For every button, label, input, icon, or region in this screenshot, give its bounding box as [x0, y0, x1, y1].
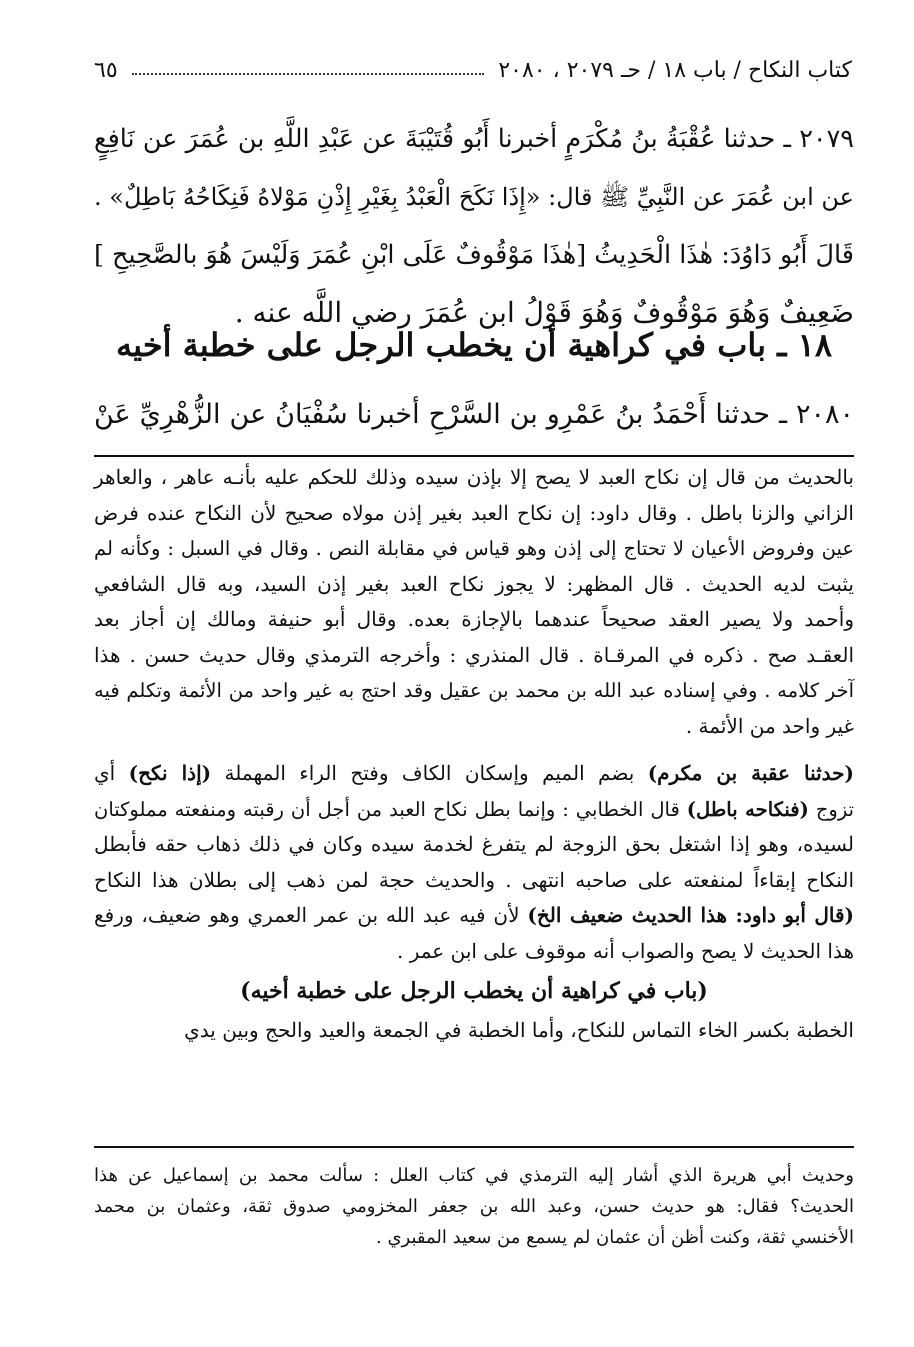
inline-text: تزوج — [808, 797, 855, 821]
commentary-sub-heading: (باب في كراهية أن يخطب الرجل على خطبة أخيه) — [240, 978, 708, 1004]
footnote-line: الحديث؟ فقال: هو حديث حسن، وعبد الله بن جعفر المخزومي صدوق ثقة، وعثمان بن محمد — [94, 1196, 854, 1217]
chapter-heading: ١٨ ـ باب في كراهية أن يخطب الرجل على خطبة أخيه — [116, 326, 832, 364]
commentary-line: النكاح إبقاءاً لمنفعته على صاحبه انتهى . والحديث حجة لمن ذهب إلى بطلان هذا النكاح — [94, 867, 854, 892]
commentary-line: العقـد صح . ذكره في المرقـاة . قال المنذري : وأخرجه الترمذي وقال حديث حسن . هذا — [94, 642, 854, 667]
page-number: ٦٥ — [94, 57, 118, 83]
hadith-line: عن ابن عُمَرَ عن النَّبِيِّ ﷺ قال: «إِذَا نَكَحَ الْعَبْدُ بِغَيْرِ إِذْنِ مَوْلاهُ فَنِكَاحُهُ بَاطِلٌ» . — [94, 183, 854, 211]
commentary-line: الخطبة بكسر الخاء التماس للنكاح، وأما الخطبة في الجمعة والعيد والحج وبين يدي — [184, 1018, 854, 1042]
hadith-2080: ٢٠٨٠ ـ حدثنا أَحْمَدُ بنُ عَمْرِو بن السَّرْحِ أخبرنا سُفْيَانُ عن الزُّهْرِيِّ عَنْ — [94, 399, 854, 430]
commentary-line: هذا الحديث لا يصح والصواب أنه موقوف على ابن عمر . — [396, 938, 854, 963]
commentary-line: يثبت لديه الحديث . قال المظهر: لا يجوز نكاح العبد بغير إذن السيد، وبه قال الشافعي — [94, 571, 854, 596]
inline-text: أي — [94, 761, 129, 785]
commentary-line — [94, 898, 854, 934]
bold-quote: (حدثنا عقبة بن مكرم) — [647, 761, 854, 785]
bold-quote: (قال أبو داود: هذا الحديث ضعيف الخ) — [527, 903, 854, 927]
footnote-section — [94, 1160, 854, 1253]
hadith-line: ٢٠٧٩ ـ حدثنا عُقْبَةُ بنُ مُكْرَمٍ أخبرنا أَبُو قُتَيْبَةَ عن عَبْدِ اللَّهِ بن عُمَرَ عن نَافِعٍ — [94, 124, 854, 154]
hadith-line: قَالَ أَبُو دَاوُدَ: هٰذَا الْحَدِيثُ [هٰذَا مَوْقُوفٌ عَلَى ابْنِ عُمَرَ وَلَيْسَ هُوَ بالصَّحِيحِ ] — [94, 240, 854, 270]
commentary-line: آخر كلامه . وفي إسناده عبد الله بن محمد بن عقيل وقد احتج به غير واحد من الأئمة وتكلم فيه — [94, 679, 854, 702]
footnote-line: وحديث أبي هريرة الذي أشار إليه الترمذي في كتاب العلل : سألت محمد بن إسماعيل عن هذا — [94, 1165, 854, 1186]
header-dotted-leader — [132, 73, 485, 75]
footnote-divider — [94, 1146, 854, 1148]
commentary-line: لسيده، وهو إذا اشتغل بحق الزوجة لم يتفرغ لخدمة سيده وكان في ذلك ذهاب حقه فأبطل — [94, 832, 854, 856]
commentary-line — [94, 792, 854, 828]
commentary-line: عين وفروض الأعيان لا تحتاج إلى إذن وهو قياس في مقابلة النص . وقال في السبل : وكأنه لم — [94, 537, 854, 560]
inline-text: قال الخطابي : وإنما بطل نكاح العبد من أجل أن رقبته ومنفعته مملوكتان — [94, 797, 687, 821]
section-divider — [94, 455, 854, 457]
commentary-line: بالحديث من قال إن نكاح العبد لا يصح إلا بإذن سيده وذلك للحكم عليه بأنـه عاهر ، والعاهر — [94, 465, 854, 489]
hadith-line: ضَعِيفٌ وَهُوَ مَوْقُوفٌ وَهُوَ قَوْلُ ابن عُمَرَ رضي اللَّه عنه . — [234, 296, 854, 329]
commentary-line: وأحمد ولا يصير العقد صحيحاً عندهما بالإجازة بعده. وقال أبو حنيفة ومالك إن أجاز بعد — [94, 607, 854, 631]
bold-quote: (إذا نكح) — [128, 761, 212, 785]
paragraph-gap — [94, 744, 854, 756]
commentary-line: الزاني والزنا باطل . وقال داود: إن نكاح العبد بغير إذن مولاه صحيح لأن النكاح عنده فرض — [94, 500, 854, 525]
footnote-line: الأخنسي ثقة، وكنت أظن أن عثمان لم يسمع من سعيد المقبري . — [376, 1227, 854, 1248]
hadith-2079 — [94, 110, 854, 342]
running-header — [94, 50, 852, 90]
inline-text: لأن فيه عبد الله بن عمر العمري وهو ضعيف، ورفع — [94, 903, 528, 927]
commentary-line — [94, 756, 854, 792]
commentary-section — [94, 460, 854, 1049]
inline-text: بضم الميم وإسكان الكاف وفتح الراء المهملة — [211, 761, 648, 785]
header-title: كتاب النكاح / باب ١٨ / حـ ٢٠٧٩ ، ٢٠٨٠ — [498, 57, 852, 83]
commentary-line: غير واحد من الأئمة . — [685, 713, 854, 738]
bold-quote: (فنكاحه باطل) — [686, 797, 809, 821]
